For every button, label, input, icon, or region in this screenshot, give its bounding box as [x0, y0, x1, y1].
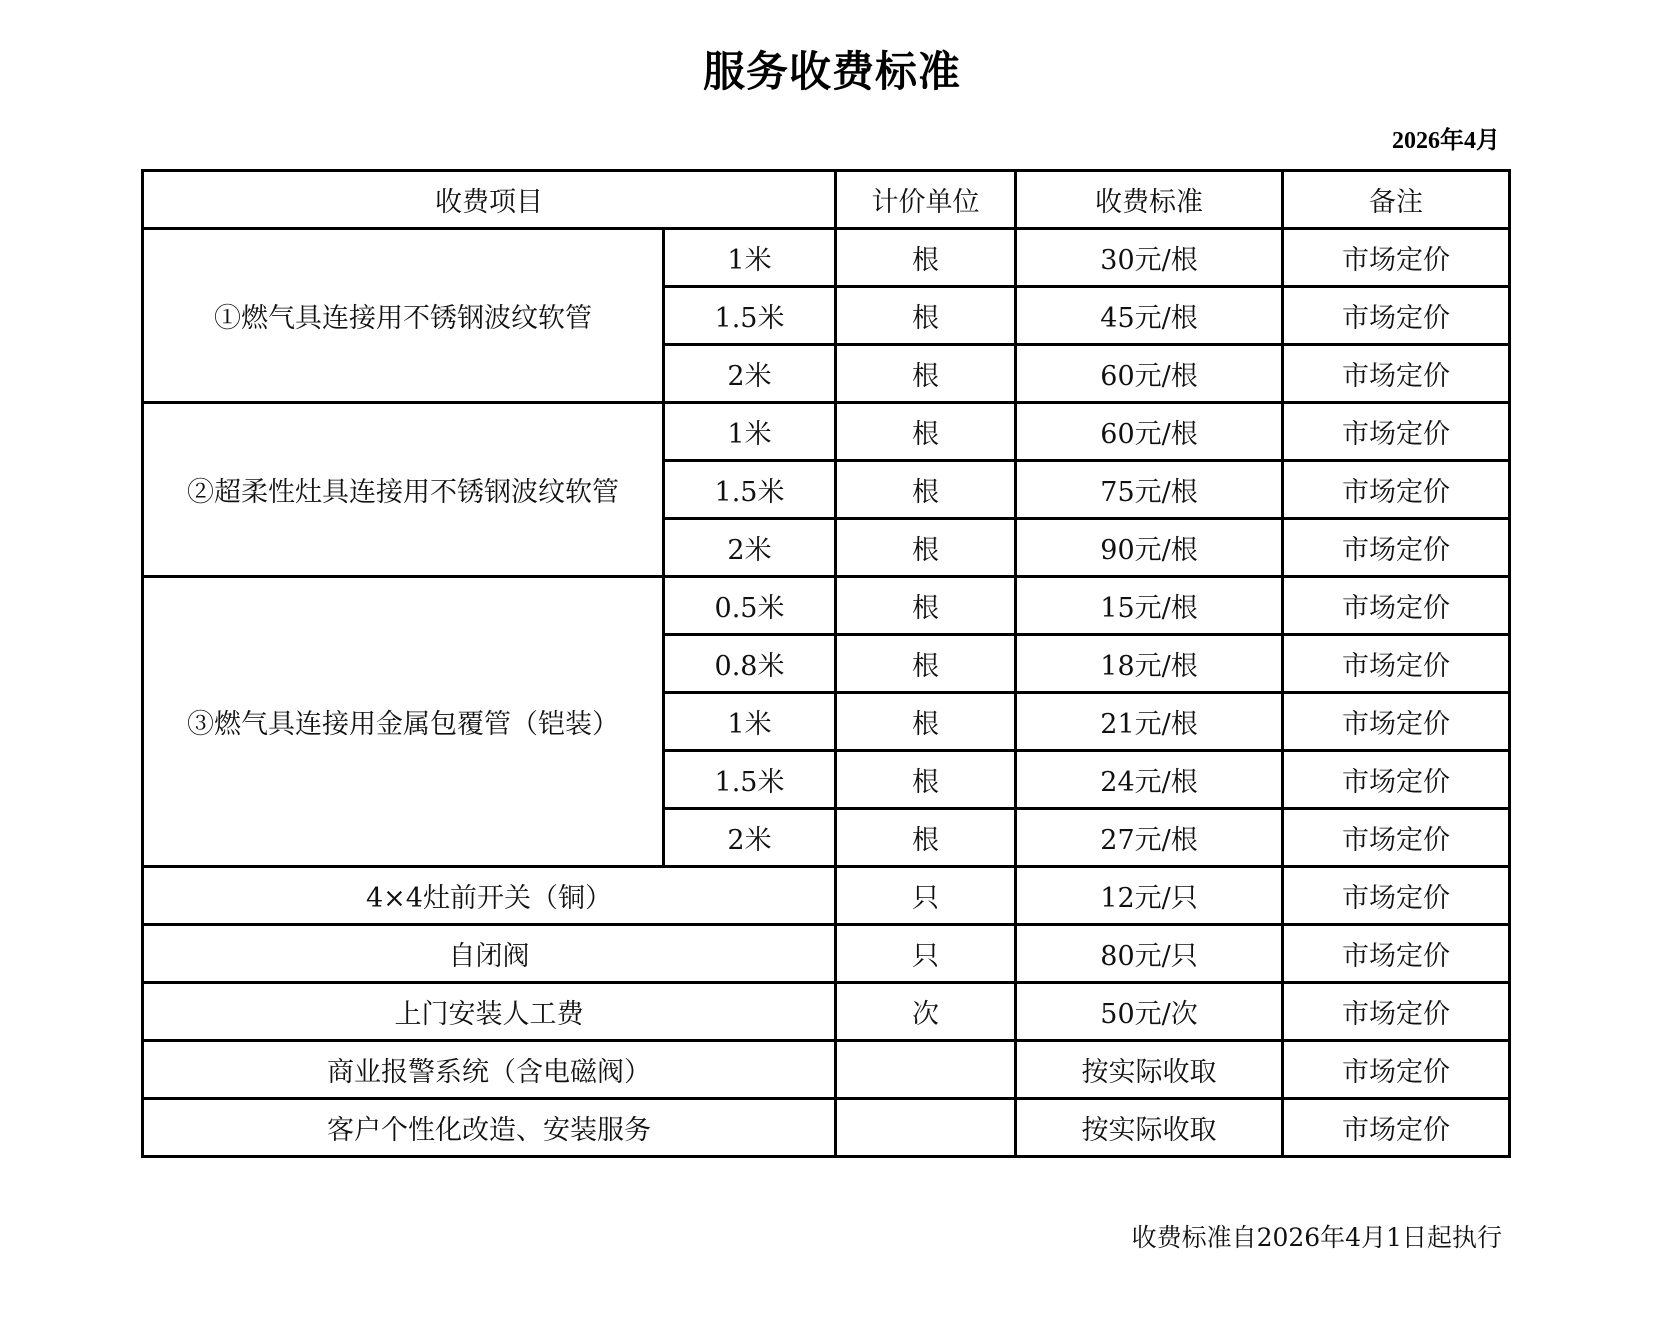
group-name: ③燃气具连接用金属包覆管（铠装） [143, 577, 664, 867]
note-cell: 市场定价 [1283, 809, 1510, 867]
spec-cell: 1.5米 [664, 751, 836, 809]
unit-cell: 只 [836, 867, 1016, 925]
item-cell: 4×4灶前开关（铜） [143, 867, 836, 925]
note-cell: 市场定价 [1283, 867, 1510, 925]
unit-cell: 根 [836, 345, 1016, 403]
price-cell: 18元/根 [1016, 635, 1283, 693]
unit-cell: 根 [836, 809, 1016, 867]
unit-cell [836, 1099, 1016, 1157]
unit-cell: 次 [836, 983, 1016, 1041]
table-row [143, 229, 1510, 287]
note-cell: 市场定价 [1283, 983, 1510, 1041]
note-cell: 市场定价 [1283, 345, 1510, 403]
item-cell: 客户个性化改造、安装服务 [143, 1099, 836, 1157]
note-cell: 市场定价 [1283, 1041, 1510, 1099]
price-cell: 按实际收取 [1016, 1041, 1283, 1099]
note-cell: 市场定价 [1283, 403, 1510, 461]
price-cell: 80元/只 [1016, 925, 1283, 983]
spec-cell: 0.5米 [664, 577, 836, 635]
price-cell: 90元/根 [1016, 519, 1283, 577]
price-cell: 75元/根 [1016, 461, 1283, 519]
unit-cell [836, 1041, 1016, 1099]
spec-cell: 1.5米 [664, 287, 836, 345]
spec-cell: 2米 [664, 809, 836, 867]
document-title: 服务收费标准 [702, 47, 961, 96]
table-row [143, 577, 1510, 635]
table-row [143, 403, 1510, 461]
header-unit: 计价单位 [836, 171, 1016, 229]
price-cell: 按实际收取 [1016, 1099, 1283, 1157]
unit-cell: 根 [836, 693, 1016, 751]
spec-cell: 2米 [664, 345, 836, 403]
item-cell: 商业报警系统（含电磁阀） [143, 1041, 836, 1099]
header-price: 收费标准 [1016, 171, 1283, 229]
note-cell: 市场定价 [1283, 229, 1510, 287]
unit-cell: 根 [836, 577, 1016, 635]
spec-cell: 1.5米 [664, 461, 836, 519]
price-cell: 15元/根 [1016, 577, 1283, 635]
group-name: ①燃气具连接用不锈钢波纹软管 [143, 229, 664, 403]
price-cell: 50元/次 [1016, 983, 1283, 1041]
note-cell: 市场定价 [1283, 925, 1510, 983]
fee-table [141, 169, 1511, 1158]
unit-cell: 根 [836, 403, 1016, 461]
price-cell: 24元/根 [1016, 751, 1283, 809]
note-cell: 市场定价 [1283, 693, 1510, 751]
unit-cell: 根 [836, 461, 1016, 519]
price-cell: 27元/根 [1016, 809, 1283, 867]
group-name: ②超柔性灶具连接用不锈钢波纹软管 [143, 403, 664, 577]
note-cell: 市场定价 [1283, 635, 1510, 693]
spec-cell: 1米 [664, 229, 836, 287]
header-item: 收费项目 [143, 171, 836, 229]
price-cell: 21元/根 [1016, 693, 1283, 751]
table-header-row [143, 171, 1510, 229]
unit-cell: 根 [836, 287, 1016, 345]
effective-date-note: 收费标准自2026年4月1日起执行 [1131, 1223, 1502, 1252]
unit-cell: 根 [836, 229, 1016, 287]
table-row [143, 1041, 1510, 1099]
price-cell: 12元/只 [1016, 867, 1283, 925]
unit-cell: 根 [836, 751, 1016, 809]
item-cell: 自闭阀 [143, 925, 836, 983]
unit-cell: 根 [836, 635, 1016, 693]
note-cell: 市场定价 [1283, 519, 1510, 577]
spec-cell: 1米 [664, 403, 836, 461]
spec-cell: 2米 [664, 519, 836, 577]
table-row [143, 983, 1510, 1041]
document-date: 2026年4月 [1392, 128, 1500, 154]
price-cell: 45元/根 [1016, 287, 1283, 345]
note-cell: 市场定价 [1283, 751, 1510, 809]
spec-cell: 1米 [664, 693, 836, 751]
price-cell: 60元/根 [1016, 345, 1283, 403]
price-cell: 30元/根 [1016, 229, 1283, 287]
header-note: 备注 [1283, 171, 1510, 229]
note-cell: 市场定价 [1283, 577, 1510, 635]
unit-cell: 根 [836, 519, 1016, 577]
price-cell: 60元/根 [1016, 403, 1283, 461]
table-row [143, 1099, 1510, 1157]
note-cell: 市场定价 [1283, 1099, 1510, 1157]
table-row [143, 925, 1510, 983]
unit-cell: 只 [836, 925, 1016, 983]
item-cell: 上门安装人工费 [143, 983, 836, 1041]
note-cell: 市场定价 [1283, 461, 1510, 519]
table-row [143, 867, 1510, 925]
note-cell: 市场定价 [1283, 287, 1510, 345]
spec-cell: 0.8米 [664, 635, 836, 693]
